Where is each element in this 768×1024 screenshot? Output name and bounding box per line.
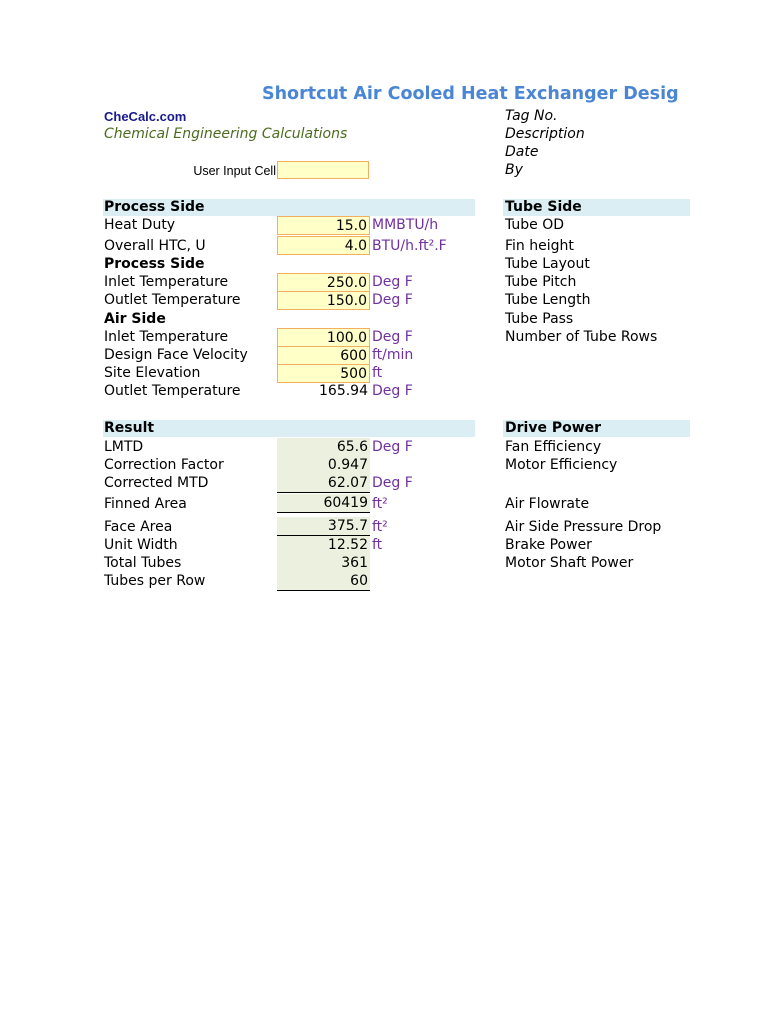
heat-duty-label: Heat Duty <box>104 217 176 233</box>
fin-height-label: Fin height <box>505 238 574 254</box>
tagline: Chemical Engineering Calculations <box>104 126 348 142</box>
brand-link[interactable]: CheCalc.com <box>104 109 187 124</box>
legend-label: User Input Cell <box>193 164 276 178</box>
air-outlet-label: Outlet Temperature <box>104 383 241 399</box>
correction-label: Correction Factor <box>104 457 224 473</box>
tube-layout-label: Tube Layout <box>505 256 590 272</box>
face-area-unit: ft² <box>372 519 388 535</box>
corrected-mtd-unit: Deg F <box>372 475 413 491</box>
fan-efficiency-label: Fan Efficiency <box>505 439 602 455</box>
process-subtitle: Process Side <box>104 256 205 272</box>
air-inlet-unit: Deg F <box>372 329 413 345</box>
unit-width-unit: ft <box>372 537 383 553</box>
result-section-band <box>103 420 475 437</box>
air-inlet-input[interactable]: 100.0 <box>277 328 370 347</box>
elevation-label: Site Elevation <box>104 365 201 381</box>
motor-efficiency-label: Motor Efficiency <box>505 457 618 473</box>
pressure-drop-label: Air Side Pressure Drop <box>505 519 662 535</box>
meta-date: Date <box>505 144 539 160</box>
total-tubes-value: 361 <box>277 554 370 573</box>
finned-area-label: Finned Area <box>104 496 187 512</box>
meta-tag-no: Tag No. <box>505 108 558 124</box>
total-tubes-label: Total Tubes <box>104 555 182 571</box>
meta-description: Description <box>505 126 585 142</box>
result-section-title: Result <box>104 420 155 436</box>
corrected-mtd-label: Corrected MTD <box>104 475 209 491</box>
proc-outlet-unit: Deg F <box>372 292 413 308</box>
htc-unit: BTU/h.ft².F <box>372 238 447 254</box>
face-velocity-unit: ft/min <box>372 347 414 363</box>
tubes-per-row-value: 60 <box>277 572 370 591</box>
air-inlet-label: Inlet Temperature <box>104 329 229 345</box>
tubes-per-row-label: Tubes per Row <box>104 573 206 589</box>
proc-inlet-unit: Deg F <box>372 274 413 290</box>
tube-od-label: Tube OD <box>505 217 565 233</box>
proc-inlet-input[interactable]: 250.0 <box>277 273 370 292</box>
finned-area-value: 60419 <box>277 494 370 513</box>
face-velocity-label: Design Face Velocity <box>104 347 248 363</box>
process-section-title: Process Side <box>104 199 205 215</box>
legend-input-swatch <box>277 161 369 179</box>
elevation-input[interactable]: 500 <box>277 364 370 383</box>
proc-outlet-label: Outlet Temperature <box>104 292 241 308</box>
corrected-mtd-value: 62.07 <box>277 474 370 493</box>
motor-shaft-power-label: Motor Shaft Power <box>505 555 634 571</box>
lmtd-unit: Deg F <box>372 439 413 455</box>
tube-section-title: Tube Side <box>505 199 582 215</box>
tube-rows-label: Number of Tube Rows <box>505 329 658 345</box>
elevation-unit: ft <box>372 365 383 381</box>
air-subtitle: Air Side <box>104 311 166 327</box>
drive-section-title: Drive Power <box>505 420 602 436</box>
face-area-label: Face Area <box>104 519 173 535</box>
sheet-title: Shortcut Air Cooled Heat Exchanger Desig <box>262 84 679 104</box>
tube-pitch-label: Tube Pitch <box>505 274 577 290</box>
heat-duty-input[interactable]: 15.0 <box>277 216 370 235</box>
brake-power-label: Brake Power <box>505 537 592 553</box>
meta-by: By <box>505 162 523 178</box>
lmtd-value: 65.6 <box>277 438 370 457</box>
air-outlet-unit: Deg F <box>372 383 413 399</box>
htc-label: Overall HTC, U <box>104 238 206 254</box>
unit-width-value: 12.52 <box>277 536 370 555</box>
proc-outlet-input[interactable]: 150.0 <box>277 291 370 310</box>
correction-value: 0.947 <box>277 456 370 475</box>
heat-duty-unit: MMBTU/h <box>372 217 439 233</box>
lmtd-label: LMTD <box>104 439 144 455</box>
finned-area-unit: ft² <box>372 496 388 512</box>
air-outlet-value: 165.94 <box>319 383 368 399</box>
face-velocity-input[interactable]: 600 <box>277 346 370 365</box>
proc-inlet-label: Inlet Temperature <box>104 274 229 290</box>
tube-pass-label: Tube Pass <box>505 311 574 327</box>
air-flowrate-label: Air Flowrate <box>505 496 590 512</box>
face-area-value: 375.7 <box>277 517 370 536</box>
tube-length-label: Tube Length <box>505 292 591 308</box>
unit-width-label: Unit Width <box>104 537 178 553</box>
htc-input[interactable]: 4.0 <box>277 236 370 255</box>
